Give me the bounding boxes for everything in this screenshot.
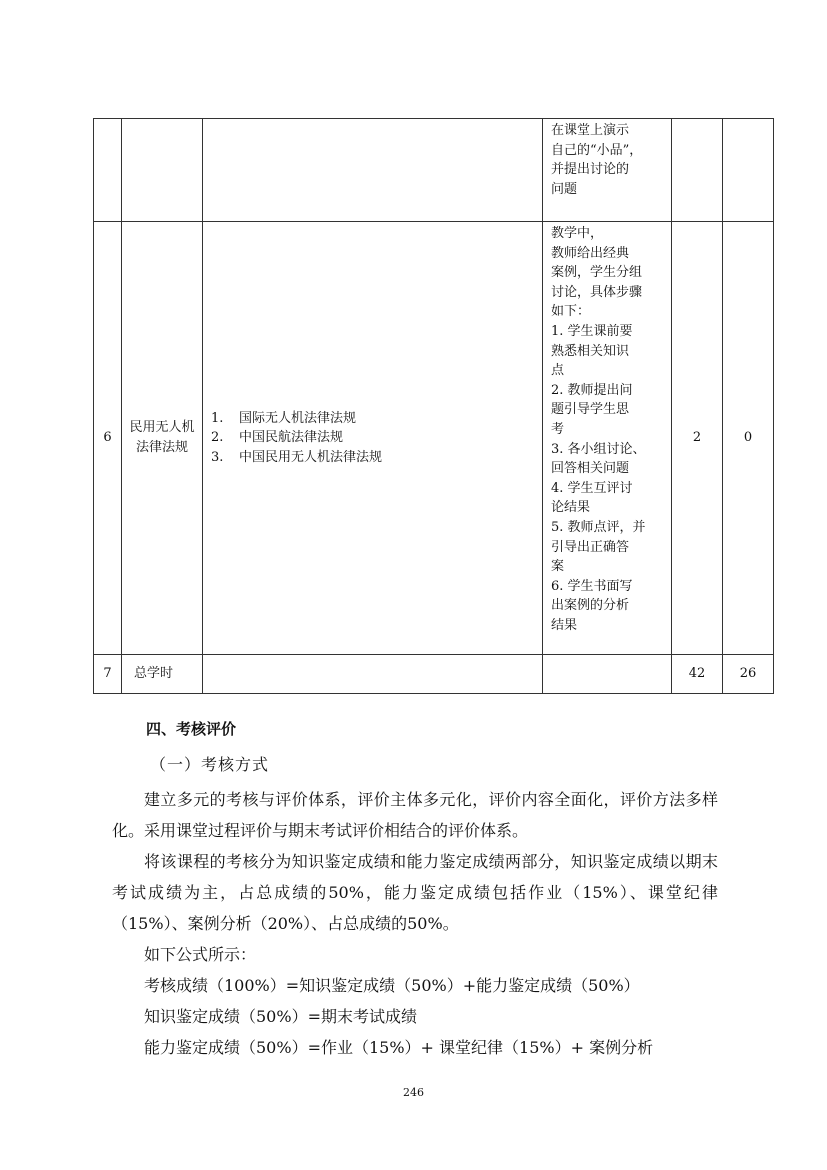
body-text (112, 784, 718, 1063)
paragraph: 建立多元的考核与评价体系，评价主体多元化，评价内容全面化，评价方法多样化。采用课堂过程评价与期末考试评价相结合的评价体系。 (112, 790, 718, 840)
cell-content (203, 222, 543, 655)
cell-no (94, 119, 122, 222)
cell-hours-a (672, 119, 723, 222)
cell-process (543, 222, 672, 655)
list-item-number: 3. (211, 449, 224, 465)
list-item-number: 1. (211, 410, 224, 426)
cell-hours-b (723, 119, 774, 222)
cell-hours-a: 2 (672, 222, 723, 655)
cell-no: 6 (94, 222, 122, 655)
paragraph: 如下公式所示： (144, 945, 257, 964)
section-heading: 四、考核评价 (146, 720, 237, 738)
list-item-text: 中国民航法律法规 (239, 430, 344, 446)
table-row (94, 655, 774, 694)
cell-module (122, 119, 203, 222)
cell-content (203, 655, 543, 694)
list-item-text: 国际无人机法律法规 (239, 410, 357, 426)
list-item (211, 409, 542, 429)
cell-hours-b: 26 (723, 655, 774, 694)
list-item (211, 448, 542, 468)
list-item-number: 2. (211, 430, 224, 446)
content-list (211, 409, 542, 468)
cell-process (543, 655, 672, 694)
subsection-heading: （一）考核方式 (150, 755, 270, 774)
paragraph: 能力鉴定成绩（50%）=作业（15%）+ 课堂纪律（15%）+ 案例分析 (144, 1038, 654, 1057)
paragraph: 将该课程的考核分为知识鉴定成绩和能力鉴定成绩两部分，知识鉴定成绩以期末考试成绩为主，占总成绩的50%，能力鉴定成绩包括作业（15%）、课堂纪律（15%）、案例分析（20%）、占总成绩的50%。 (112, 852, 718, 933)
table-row (94, 222, 774, 655)
paragraph: 知识鉴定成绩（50%）=期末考试成绩 (144, 1007, 417, 1026)
list-item-text: 中国民用无人机法律法规 (239, 449, 383, 465)
process-text: 教学中， 教师给出经典 案例，学生分组 讨论，具体步骤 如下： 1. 学生课前要 熟悉相关知识 点 2. 教师提出问 题引导学生思 考 3. 各小组讨论、 回答相关问题 4. 学生互评讨 论结果 5. 教师点评，并 引导出正确答 案 6. 学生书面写 出案例的分析 结果 (551, 226, 646, 633)
cell-no: 7 (94, 655, 122, 694)
cell-hours-a: 42 (672, 655, 723, 694)
process-text: 在课堂上演示 自己的“小品”， 并提出讨论的 问题 (551, 123, 643, 197)
list-item (211, 428, 542, 448)
cell-module: 总学时 (122, 655, 203, 694)
course-content-table (93, 118, 774, 694)
cell-hours-b: 0 (723, 222, 774, 655)
cell-content (203, 119, 543, 222)
page-number: 246 (403, 1086, 424, 1099)
cell-process (543, 119, 672, 222)
cell-module: 民用无人机法律法规 (122, 222, 203, 655)
table-row (94, 119, 774, 222)
paragraph: 考核成绩（100%）=知识鉴定成绩（50%）+能力鉴定成绩（50%） (144, 976, 640, 995)
